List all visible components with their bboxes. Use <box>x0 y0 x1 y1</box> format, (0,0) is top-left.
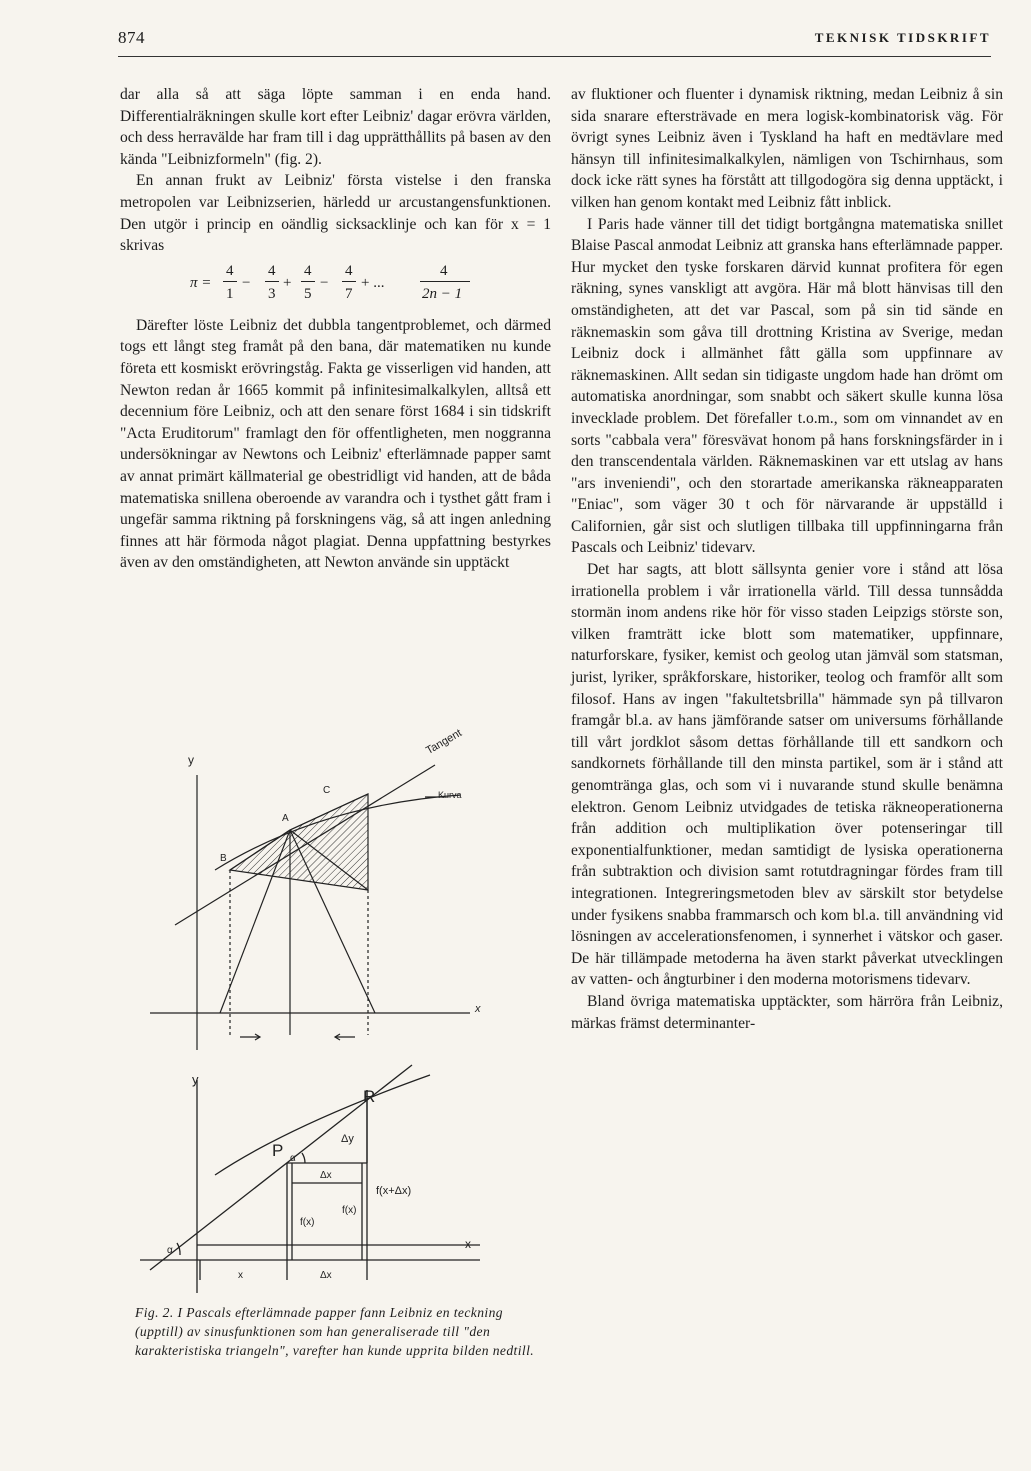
formula-lhs: π = <box>190 274 212 291</box>
bottom-diagram <box>140 1065 480 1293</box>
figure-2 <box>120 727 551 1395</box>
formula-den: 7 <box>345 285 353 302</box>
hatched-triangle <box>230 794 368 890</box>
paragraph: En annan frukt av Leibniz' första vistelse i den franska metropolen var Leibnizserien, härledd ur arcustangensfunktionen. Den utgör i princip en oändlig sicksacklinje och kan för x = 1 skrivas <box>120 172 551 255</box>
left-column <box>120 84 551 574</box>
paragraph: Därefter löste Leibniz det dubbla tangentproblemet, och därmed togs ett långt steg framåt på den bana, där matematiken nu kunde företa ett kosmiskt erövringståg. Fakta ge visserligen vid handen, att Newton redan år 1665 kommit på infinitesimalkalkylen, alltså ett decennium före Leibniz, och att den senare först 1684 i sin tidskrift "Acta Eruditorum" framlagt den för offentligheten, men noggranna undersökningar av Newtons och Leibniz' efterlämnade papper samt av annat primärt källmaterial ge obestridligt vid handen, att de båda matematiska snillena oberoende av varandra och i tysthet gått fram i ungefär samma riktning på forskningens väg, så att ingen anledning finnes att här förmoda något plagiat. Denna uppfattning bestyrkes även av den omständigheten, att Newton använde sin upptäckt <box>120 316 551 572</box>
formula-op: − <box>242 274 251 291</box>
formula-den: 1 <box>226 285 234 302</box>
fraction-bar <box>301 281 315 282</box>
formula-den: 2n − 1 <box>422 285 463 302</box>
right-column <box>571 84 1003 1034</box>
label-kurva: Kurva <box>438 790 462 800</box>
label-dy: Δy <box>341 1133 354 1145</box>
label-b: B <box>220 853 227 864</box>
label-x: x <box>465 1237 471 1251</box>
fraction-bar <box>342 281 356 282</box>
formula-num: 4 <box>345 262 353 279</box>
label-fx: f(x) <box>300 1217 315 1228</box>
angle-mark <box>302 1153 305 1163</box>
paragraph: Det har sagts, att blott sällsynta genier vore i stånd att lösa irrationella problem i vår irrationella värld. Till dessa tunnsådda stormän inom andens rike hör för visso staden Leipzigs störste son, vilken framträtt icke blott som matematiker, uppfinnare, naturforskare, fysiker, kemist och geolog utan jämväl som statsman, jurist, lyriker, språkforskare, historiker, teolog och framför allt som filosof. Hans av ingen "fakultetsbrilla" hämmade syn på tillvaron framgår bl.a. av hans jämförande satser om universums förhållande till vårt jordklot såsom dettas förhållande till ett sandkorn och sandkornets förhållande till den minsta partikel, som är i stånd att genomtränga glas, och som vi i nuvarande stund skulle benämna elektron. Genom Leibniz utvidgades de tetiska räkneoperationerna från addition och multiplikation över potenseringar till exponentialfunktioner, medan samtidigt de lysiska operationerna från subtraktion och division samt rotutdragningar fördes fram till integrationen. Integreringsmetoden blev av särskilt stor betydelse under fysikens snabba frammarsch och kom bl.a. till användning vid lösningen av accelerationsfenomen, i synnerhet i vätskor och gaser. De här tillämpade metoderna ha även starkt påverkat utvecklingen av vatten- och ångturbiner i den moderna motorismens tidevarv. <box>571 561 1003 989</box>
journal-title: TEKNISK TIDSKRIFT <box>814 30 991 45</box>
page-header <box>118 28 991 58</box>
paragraph: dar alla så att säga löpte samman i en enda hand. Differentialräkningen skulle kort efter Leibniz' dagar erövra världen, och dess herravälde har fram till i dag upprätthållits på basen av den kända "Leibnizformeln" (fig. 2). <box>120 86 551 168</box>
label-p: P <box>272 1141 284 1160</box>
label-y: y <box>192 1072 199 1087</box>
fraction-bar <box>420 281 470 282</box>
fraction-bar <box>265 281 279 282</box>
leibniz-series-formula <box>120 259 551 309</box>
label-fx: f(x) <box>342 1205 357 1216</box>
formula-num: 4 <box>268 262 276 279</box>
page-number: 874 <box>118 28 145 47</box>
label-fxdx: f(x+Δx) <box>376 1185 412 1197</box>
paragraph: Bland övriga matematiska upptäckter, som härröra från Leibniz, märkas främst determinanter- <box>571 992 1003 1032</box>
formula-op: + <box>283 274 292 291</box>
label-a: A <box>282 813 289 824</box>
figure-caption: Fig. 2. I Pascals efterlämnade papper fann Leibniz en teckning (upptill) av sinusfunktionen som han generaliserade till "den karakteristiska triangeln", varefter han kunde upprita bilden nedtill. <box>135 1305 535 1358</box>
formula-den: 3 <box>268 285 276 302</box>
formula-num: 4 <box>226 262 234 279</box>
label-x-mark: x <box>238 1270 243 1281</box>
label-tangent: Tangent <box>424 727 464 757</box>
paragraph: av fluktioner och fluenter i dynamisk riktning, medan Leibniz å sin sida snarare eftersträvade en mera logisk-kombinatorisk väg. För övrigt synes Leibniz även i Tyskland ha haft en medtävlare med hänsyn till infinitesimalkalkylen, nämligen von Tschirnhaus, som dock icke rätt synes ha förstått att tillgodogöra sig denna upptäckt, i vilken han genom kontakt med Leibniz fått inblick. <box>571 86 1003 211</box>
label-y: y <box>188 753 194 767</box>
label-dx: Δx <box>320 1170 332 1181</box>
figure-drawing <box>120 745 551 1395</box>
label-alpha: α <box>290 1153 296 1164</box>
fraction-bar <box>223 281 237 282</box>
formula-den: 5 <box>304 285 312 302</box>
label-r: R <box>363 1087 376 1106</box>
header-rule <box>118 56 991 57</box>
formula-op: + ... <box>361 274 385 291</box>
top-diagram <box>150 765 470 1050</box>
label-x: x <box>475 1003 481 1015</box>
formula-num: 4 <box>304 262 312 279</box>
formula-num: 4 <box>440 262 448 279</box>
label-dx-axis: Δx <box>320 1270 332 1281</box>
label-alpha: α <box>167 1245 173 1256</box>
paragraph: I Paris hade vänner till det tidigt bortgångna matematiska snillet Blaise Pascal anmodat Leibniz att granska hans efterlämnade papper. Hur mycket den tyske forskaren därvid kunnat profitera för egen räkning, synes vanskligt att avgöra. Här må blott hänvisas till den omständigheten, att det var Pascal, som på sin tid sände en räknemaskin som gåva till drottning Kristina av Sverige, medan Leibniz dock i allmänhet fått gälla som uppfinnare av räknemaskinen. Allt sedan sin tidigaste ungdom hade han drömt om automatiska anordningar, som snabbt och säkert skulle kunna lösa invecklade problem. Det förefaller t.o.m., som om vinnandet av en sorts "cabbala vera" föresvävat honom på hans forskningsfärder in i den transcendentala världen. Räknemaskinen var ett utslag av hans "ars inveniendi", och den storartade amerikanska räkneapparaten "Eniac", som väger 30 t och för närvarande är uppställd i Californien, går sist och slutligen tillbaka till uppfinningarna från Pascals och Leibniz' tidevarv. <box>571 215 1003 557</box>
curve <box>215 1075 430 1175</box>
label-c: C <box>323 785 331 796</box>
formula-op: − <box>320 274 329 291</box>
